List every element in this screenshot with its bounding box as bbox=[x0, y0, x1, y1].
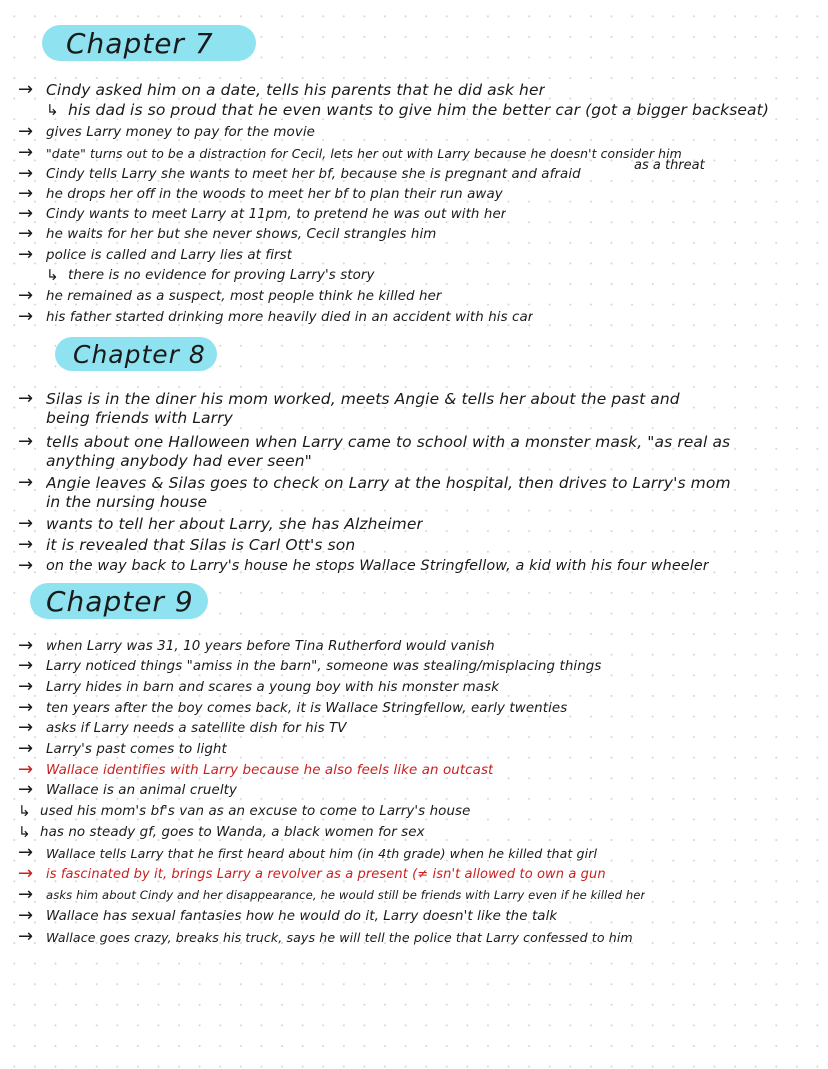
note-text: Larry noticed things "amiss in the barn", someone was stealing/misplacing things bbox=[46, 658, 602, 674]
note-text: gives Larry money to pay for the movie bbox=[46, 124, 316, 140]
note-text: "date" turns out to be a distraction for Cecil, lets her out with Larry because he doesn't consider him bbox=[46, 145, 682, 161]
list-item bbox=[18, 677, 822, 697]
list-item bbox=[18, 204, 822, 224]
list-item bbox=[18, 224, 822, 244]
note-text: Wallace is an animal cruelty bbox=[46, 782, 238, 798]
list-item bbox=[18, 718, 822, 738]
note-text: on the way back to Larry's house he stops Wallace Stringfellow, a kid with his four wheeler bbox=[46, 558, 709, 574]
right-arrow-icon: → bbox=[18, 513, 34, 534]
note-text: Silas is in the diner his mom worked, meets Angie & tells her about the past and bbox=[46, 390, 680, 408]
right-arrow-icon: → bbox=[18, 676, 34, 697]
right-arrow-icon: → bbox=[18, 431, 34, 452]
note-text: Angie leaves & Silas goes to check on Larry at the hospital, then drives to Larry's mom bbox=[46, 474, 731, 492]
note-text: wants to tell her about Larry, she has Alzheimer bbox=[46, 515, 423, 533]
note-text: Wallace tells Larry that he first heard about him (in 4th grade) when he killed that girl bbox=[46, 845, 598, 861]
right-arrow-icon: → bbox=[18, 905, 34, 926]
right-arrow-icon: → bbox=[18, 884, 34, 905]
chapter-9-heading bbox=[30, 583, 208, 619]
note-text: Larry's past comes to light bbox=[46, 741, 227, 757]
note-text: there is no evidence for proving Larry's story bbox=[68, 267, 375, 283]
right-arrow-icon: → bbox=[18, 223, 34, 244]
list-item bbox=[18, 122, 822, 142]
right-arrow-icon: → bbox=[18, 534, 34, 555]
hook-arrow-icon: ↳ bbox=[18, 801, 31, 820]
list-item-highlighted bbox=[18, 760, 822, 780]
list-item bbox=[18, 739, 822, 759]
list-item bbox=[18, 906, 822, 926]
list-item bbox=[18, 164, 822, 184]
right-arrow-icon: → bbox=[18, 655, 34, 676]
chapter-7-heading bbox=[42, 25, 256, 61]
right-arrow-icon: → bbox=[18, 738, 34, 759]
list-item bbox=[18, 927, 822, 947]
chapter-title: Chapter 8 bbox=[73, 339, 206, 369]
note-text: Cindy wants to meet Larry at 11pm, to pretend he was out with her bbox=[46, 206, 507, 222]
chapter-title: Chapter 7 bbox=[66, 26, 214, 60]
note-text: ten years after the boy comes back, it is Wallace Stringfellow, early twenties bbox=[46, 700, 568, 716]
list-item bbox=[18, 656, 822, 676]
right-arrow-icon: → bbox=[18, 388, 34, 409]
right-arrow-icon: → bbox=[18, 717, 34, 738]
note-text: has no steady gf, goes to Wanda, a black women for sex bbox=[40, 824, 425, 840]
right-arrow-icon: → bbox=[18, 697, 34, 718]
list-item bbox=[18, 801, 822, 821]
note-text: Larry hides in barn and scares a young boy with his monster mask bbox=[46, 679, 500, 695]
hook-arrow-icon: ↳ bbox=[46, 100, 59, 119]
list-item bbox=[18, 245, 822, 265]
list-item bbox=[18, 492, 822, 512]
chapter-8-heading bbox=[55, 337, 217, 371]
note-text: used his mom's bf's van as an excuse to come to Larry's house bbox=[40, 803, 471, 819]
note-text: anything anybody had ever seen" bbox=[46, 452, 312, 470]
note-text: he waits for her but she never shows, Cecil strangles him bbox=[46, 226, 437, 242]
list-item bbox=[18, 389, 822, 409]
note-text: police is called and Larry lies at first bbox=[46, 247, 293, 263]
right-arrow-icon: → bbox=[18, 285, 34, 306]
note-text: Cindy asked him on a date, tells his parents that he did ask her bbox=[46, 81, 546, 99]
list-item bbox=[18, 885, 822, 905]
right-arrow-icon: → bbox=[18, 926, 34, 947]
note-text: it is revealed that Silas is Carl Ott's son bbox=[46, 536, 356, 554]
hook-arrow-icon: ↳ bbox=[18, 822, 31, 841]
note-text: Wallace identifies with Larry because he also feels like an outcast bbox=[46, 762, 494, 778]
note-text: Cindy tells Larry she wants to meet her bf, because she is pregnant and afraid bbox=[46, 166, 581, 182]
list-item bbox=[18, 473, 822, 493]
list-item bbox=[18, 556, 822, 576]
list-item bbox=[18, 184, 822, 204]
list-item bbox=[18, 265, 822, 285]
note-text: when Larry was 31, 10 years before Tina Rutherford would vanish bbox=[46, 638, 495, 654]
right-arrow-icon: → bbox=[18, 306, 34, 327]
right-arrow-icon: → bbox=[18, 121, 34, 142]
right-arrow-icon: → bbox=[18, 203, 34, 224]
note-text: Wallace has sexual fantasies how he would do it, Larry doesn't like the talk bbox=[46, 908, 558, 924]
list-item bbox=[18, 698, 822, 718]
list-item-highlighted bbox=[18, 864, 822, 884]
note-text: asks him about Cindy and her disappearance, he would still be friends with Larry even if he killed her bbox=[46, 888, 646, 902]
note-text: Wallace goes crazy, breaks his truck, says he will tell the police that Larry confessed to him bbox=[46, 929, 633, 945]
chapter-title: Chapter 9 bbox=[46, 584, 194, 618]
right-arrow-icon: → bbox=[18, 759, 34, 780]
note-text: he drops her off in the woods to meet her bf to plan their run away bbox=[46, 186, 503, 202]
list-item bbox=[18, 307, 822, 327]
right-arrow-icon: → bbox=[18, 244, 34, 265]
list-item bbox=[18, 636, 822, 656]
note-text: in the nursing house bbox=[46, 493, 208, 511]
side-note: as a threat bbox=[634, 158, 705, 173]
list-item bbox=[18, 432, 822, 452]
note-text: he remained as a suspect, most people think he killed her bbox=[46, 288, 442, 304]
list-item bbox=[18, 286, 822, 306]
list-item bbox=[18, 451, 822, 471]
right-arrow-icon: → bbox=[18, 79, 34, 100]
list-item bbox=[18, 535, 822, 555]
list-item bbox=[18, 100, 822, 120]
list-item bbox=[18, 80, 822, 100]
list-item bbox=[18, 514, 822, 534]
note-text: tells about one Halloween when Larry came to school with a monster mask, "as real as bbox=[46, 433, 731, 451]
note-text: his father started drinking more heavily died in an accident with his car bbox=[46, 309, 534, 325]
right-arrow-icon: → bbox=[18, 779, 34, 800]
list-item bbox=[18, 408, 822, 428]
right-arrow-icon: → bbox=[18, 842, 34, 863]
list-item bbox=[18, 780, 822, 800]
list-item bbox=[18, 843, 822, 863]
right-arrow-icon: → bbox=[18, 163, 34, 184]
right-arrow-icon: → bbox=[18, 635, 34, 656]
hook-arrow-icon: ↳ bbox=[46, 265, 59, 284]
right-arrow-icon: → bbox=[18, 555, 34, 576]
right-arrow-icon: → bbox=[18, 142, 34, 163]
right-arrow-icon: → bbox=[18, 183, 34, 204]
note-text: his dad is so proud that he even wants to give him the better car (got a bigger backseat) bbox=[68, 101, 769, 119]
note-text: is fascinated by it, brings Larry a revolver as a present (≠ isn't allowed to own a gun bbox=[46, 866, 606, 882]
note-text: asks if Larry needs a satellite dish for his TV bbox=[46, 720, 347, 736]
right-arrow-icon: → bbox=[18, 863, 34, 884]
note-text: being friends with Larry bbox=[46, 409, 233, 427]
list-item bbox=[18, 822, 822, 842]
right-arrow-icon: → bbox=[18, 472, 34, 493]
